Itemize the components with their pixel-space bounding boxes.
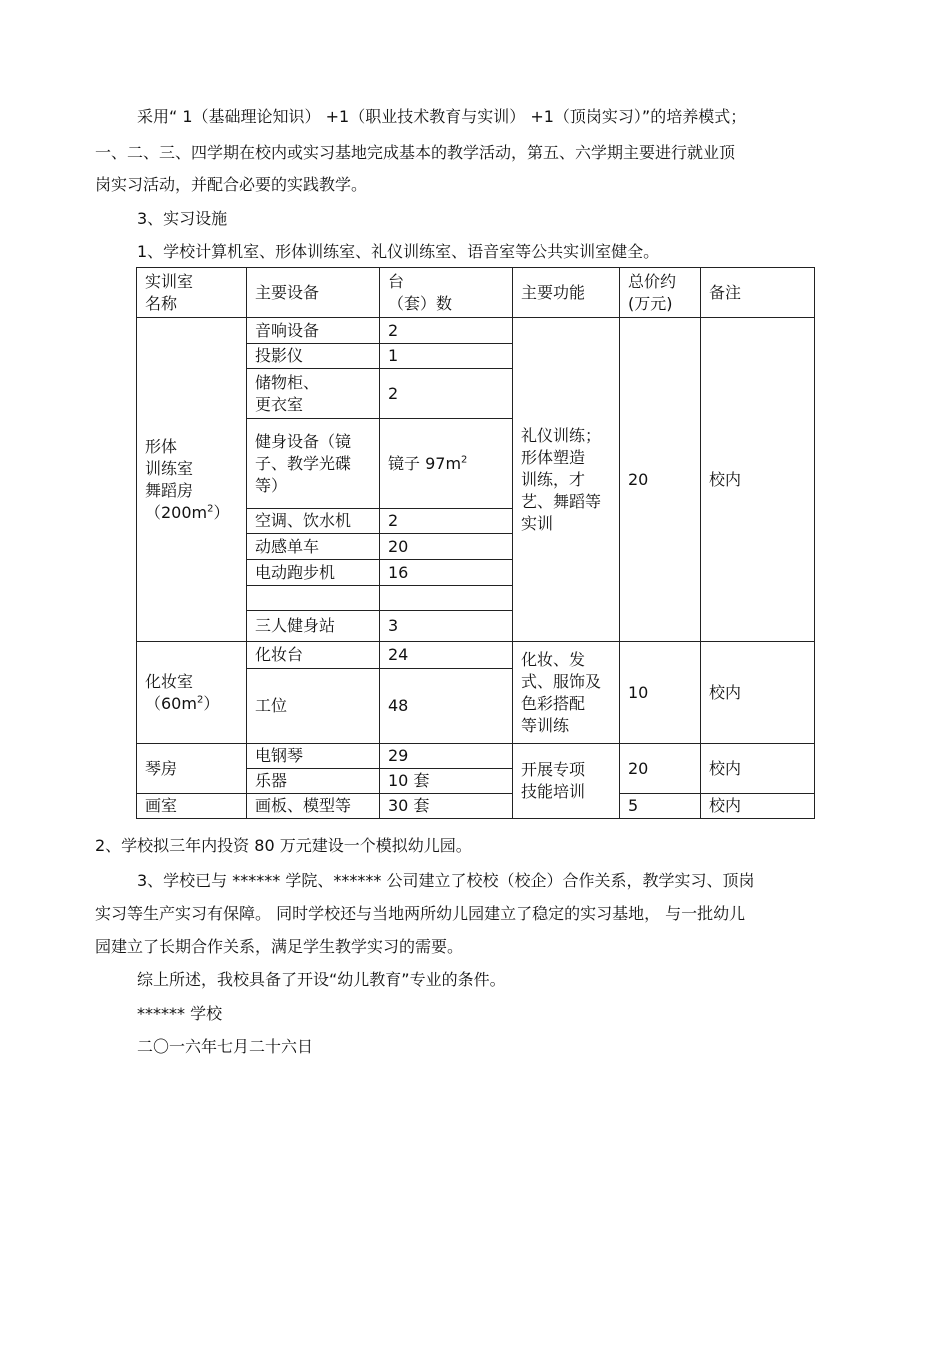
count-cell: 镜子 $97m^2$ [380, 419, 513, 509]
count-cell: 3 [380, 611, 513, 642]
note-body-training: 校内 [701, 318, 815, 642]
count-cell [380, 586, 513, 611]
price-piano: 20 [620, 744, 701, 794]
facility-item-3-line3: 园建立了长期合作关系，满足学生教学实习的需要。 [95, 937, 464, 956]
equipment-cell: 化妆台 [247, 642, 380, 669]
count-cell: 29 [380, 744, 513, 769]
facility-table [136, 267, 815, 819]
count-cell: 2 [380, 318, 513, 344]
equipment-cell: 健身设备（镜 子、教学光碟 等） [247, 419, 380, 509]
table-row [137, 794, 815, 819]
conclusion: 综上所述，我校具备了开设“幼儿教育”专业的条件。 [137, 970, 506, 989]
header-count: 台 （套）数 [380, 268, 513, 318]
section-heading-facilities: 3、实习设施 [137, 209, 228, 228]
note-piano: 校内 [701, 744, 815, 794]
function-piano-art: 开展专项 技能培训 [513, 744, 620, 819]
note-art: 校内 [701, 794, 815, 819]
header-function: 主要功能 [513, 268, 620, 318]
facility-item-3-line1: 3、学校已与 ****** 学院、****** 公司建立了校校（校企）合作关系，教学实习、顶岗 [137, 871, 755, 890]
room-name-art: 画室 [137, 794, 247, 819]
count-cell: 10 套 [380, 769, 513, 794]
count-cell: 2 [380, 369, 513, 419]
price-body-training: 20 [620, 318, 701, 642]
header-room-name: 实训室 名称 [137, 268, 247, 318]
equipment-cell: 动感单车 [247, 534, 380, 560]
table-header-row [137, 268, 815, 318]
room-name-makeup: 化妆室 $(60m^2)$ [137, 642, 247, 744]
equipment-cell: 储物柜、 更衣室 [247, 369, 380, 419]
count-cell: 16 [380, 560, 513, 586]
facility-item-2: 2、学校拟三年内投资 80 万元建设一个模拟幼儿园。 [95, 836, 472, 855]
equipment-cell: 空调、饮水机 [247, 509, 380, 534]
count-cell: 20 [380, 534, 513, 560]
note-makeup: 校内 [701, 642, 815, 744]
count-cell: 1 [380, 344, 513, 369]
table-row [137, 642, 815, 669]
facility-item-1: 1、学校计算机室、形体训练室、礼仪训练室、语音室等公共实训室健全。 [137, 242, 660, 261]
count-cell: 2 [380, 509, 513, 534]
paragraph-mode-line1: 采用“ 1（基础理论知识） +1（职业技术教育与实训） +1（顶岗实习）”的培养模式； [137, 107, 747, 126]
function-body-training: 礼仪训练； 形体塑造 训练，才 艺、舞蹈等 实训 [513, 318, 620, 642]
header-note: 备注 [701, 268, 815, 318]
equipment-cell: 投影仪 [247, 344, 380, 369]
room-name-piano: 琴房 [137, 744, 247, 794]
signature-school: ****** 学校 [137, 1004, 223, 1023]
facility-item-3-line2: 实习等生产实习有保障。 同时学校还与当地两所幼儿园建立了稳定的实习基地， 与一批幼儿 [95, 904, 746, 923]
price-art: 5 [620, 794, 701, 819]
equipment-cell: 电动跑步机 [247, 560, 380, 586]
count-cell: 24 [380, 642, 513, 669]
count-cell: 30 套 [380, 794, 513, 819]
table-row [137, 744, 815, 769]
header-equipment: 主要设备 [247, 268, 380, 318]
document-date: 二〇一六年七月二十六日 [137, 1037, 314, 1056]
equipment-cell: 乐器 [247, 769, 380, 794]
equipment-cell: 工位 [247, 669, 380, 744]
count-cell: 48 [380, 669, 513, 744]
price-makeup: 10 [620, 642, 701, 744]
room-name-body-training: 形体 训练室 舞蹈房 $(200m^2)$ [137, 318, 247, 642]
equipment-cell: 画板、模型等 [247, 794, 380, 819]
equipment-cell [247, 586, 380, 611]
paragraph-mode-line2: 一、二、三、四学期在校内或实习基地完成基本的教学活动，第五、六学期主要进行就业顶 [95, 143, 736, 162]
equipment-cell: 电钢琴 [247, 744, 380, 769]
header-price: 总价约 (万元) [620, 268, 701, 318]
table-row [137, 318, 815, 344]
paragraph-mode-line3: 岗实习活动，并配合必要的实践教学。 [95, 175, 368, 194]
equipment-cell: 音响设备 [247, 318, 380, 344]
function-makeup: 化妆、发 式、服饰及 色彩搭配 等训练 [513, 642, 620, 744]
equipment-cell: 三人健身站 [247, 611, 380, 642]
